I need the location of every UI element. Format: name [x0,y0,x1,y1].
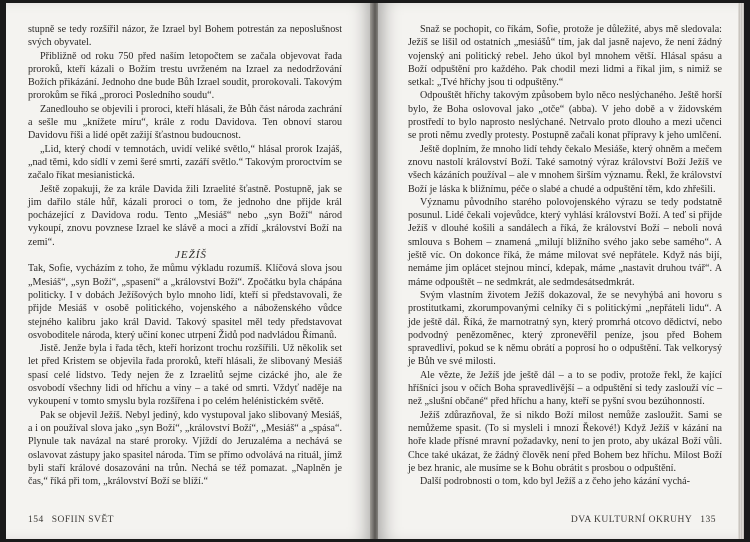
paragraph: Přibližně od roku 750 před naším letopočtem se začala objevovat řada proroků, kteří kázali o Božím trestu uvrženém na Izrael za nedodržování Božích přikázání. Jednoho dne bude Bůh Izrael soudit, prorokovali. Takovým prorokům se říká „proroci Posledního soudu“. [28,50,342,102]
paragraph: Ještě doplním, že mnoho lidí tehdy čekalo Mesiáše, který ohněm a mečem znovu nastolí království Boží. Také samotný výraz království Boží Ježíš ve všech kázáních používal – ale v mnohem širším významu. Řekl, že království Boží je láska k bližnímu, péče o slabé a chudé a odpuštění těm, kdo zhřešili. [408,143,722,195]
running-title: DVA KULTURNÍ OKRUHY [570,515,693,525]
paragraph: Ale vězte, že Ježíš jde ještě dál – a to se podiv, protože řekl, že kající hříšníci jsou v očích Boha spravedlivější – a odpuštění si tedy zaslouží víc – než „slušní občané“ před hříchu a hany, kteří se pyšní svou bezúhonností. [408,369,722,408]
paragraph: Snaž se pochopit, co říkám, Sofie, protože je důležité, abys mě sledovala: Ježíš se lišil od ostatních „mesiášů“ tím, jak dal jasně najevo, že není žádný vojenský ani politický rebel. Jeho úkol byl mnohem větší. Hlásal spásu a Boží odpuštění pro každého. Pak chodil mezi lidmi a říkal jim, s nimiž se setkal: „Tvé hříchy jsou ti odpuštěny.“ [408,24,722,89]
paragraph: Svým vlastním životem Ježíš dokazoval, že se nevyhýbá ani hovoru s prostitutkami, zkorumpovanými celníky či s politickými „nepřáteli lidu“. A jde ještě dál. Říká, že marnotratný syn, který promrhá otcovo dědictví, nebo podvodný penězoměnec, který zpronevěřil peníze, jsou před Bohem spravedliví, pokud se k němu obrátí a poprosí ho o odpuštění. Tak velkorysý je Bůh ve své milosti. [408,289,722,368]
page-number: 135 [700,515,716,525]
paragraph: Zanedlouho se objevili i proroci, kteří hlásali, že Bůh část národa zachrání a sešle mu „knížete míru“, krále z rodu Davidova. Ten obnoví starou Davidovu říši a lidé opět zažijí šťastnou budoucnost. [28,103,342,142]
open-book [6,3,744,539]
left-footer [28,515,114,525]
paragraph: Tak, Sofie, vycházím z toho, že můmu výkladu rozumíš. Klíčová slova jsou „Mesiáš“, „syn Boží“, „spasení“ a „království Boží“. Zpočátku byla chápána politicky. I v dobách Ježíšových bylo mnoho lidí, kteří si představovali, že přijde Mesiáš v osobě politického, vojenského a náboženského vůdce stejného kalibru jako král David. Takový spasitel měl tedy představovat osvoboditele národa, který učiní konec utrpení Židů pod nadvládou Římanů. [28,263,342,341]
right-page [378,3,744,539]
paragraph: Další podrobnosti o tom, kdo byl Ježíš a z čeho jeho kázání vychá- [420,476,690,488]
paragraph: Ježíš zdůrazňoval, že si nikdo Boží milost nemůže zasloužit. Sami se nemůžeme spasit. (To si mysleli i mnozí Řekové!) Když Ježíš v kázání na hoře klade přísné mravní požadavky, není to jen proto, aby ukázal Boží vůli. Chce také ukázat, že žádný člověk není před Bohem bez hříchu. Milost Boží je bez hranic, ale musíme se k Bohu obrátit s prosbou o odpuštění. [408,409,722,474]
page-edges [738,3,744,539]
running-title: SOFIIN SVĚT [51,515,114,525]
left-page-text [28,23,342,488]
right-page-text [408,23,722,488]
paragraph: Ještě zopakuji, že za krále Davida žili Izraelité šťastně. Postupně, jak se jim dařilo stále hůř, kázali proroci o tom, že jednoho dne přijde král pocházející z Davidova rodu. Tento „Mesiáš“ nebo „syn Boží“ národ vykoupí, znovu povznese Izrael ke slávě a moci a zřídí „království Boží na zemi“. [28,183,342,248]
page-number: 154 [28,515,44,525]
paragraph: Jistě. Jenže byla i řada těch, kteří horizont trochu rozšířili. Už několik set let před Kristem se objevila řada proroků, kteří hlásali, že slibovaný Mesiáš spasí celé lidstvo. Tedy nejen že z Izraelitů sejme cizácké jho, ale že osvobodí všechny lidi od hříchu a viny – a také od smrti. Vždyť naděje na vykoupení v tomto smyslu byla rozšířena i po celém helénistickém světě. [28,343,342,408]
left-page [6,3,372,539]
paragraph: Odpouštět hříchy takovým způsobem bylo něco neslýchaného. Ještě horší bylo, že Boha oslovoval jako „otče“ (abba). V jeho době a v židovském prostředí to bylo naprosto neslýchané. Netrvalo proto dlouho a mezi učenci se proti němu zvedly protesty. Postupně začali konat přípravy k jeho umlčení. [408,90,722,142]
paragraph: Významu původního starého polovojenského výrazu se tedy podstatně posunul. Lidé čekali vojevůdce, který vyhlásí království Boží. A teď si přijde Ježíš v dlouhé košili a sandálech a říká, že království Boží – neboli nová smlouva s Bohem – znamená „milují bližního svého jako sebe samého“. A ještě víc. On dokonce říká, že máme milovat své nepřátele. Když nás bijí, nemáme jim oplácet stejnou mincí, kdepak, máme „nastavit druhou tvář“. A máme odpouštět – ne sedmkrát, ale sedmdesátsedmkrát. [408,196,722,288]
paragraph: „Lid, který chodí v temnotách, uvidí veliké světlo,“ hlásal prorok Izajáš, „nad těmi, kdo sídlí v zemi šeré smrti, zazáří světlo.“ Takovým proroctvím se začalo říkat mesianistická. [28,143,342,182]
right-footer [571,515,716,525]
paragraph: stupně se tedy rozšířil názor, že Izrael byl Bohem potrestán za neposlušnost svých obyvatel. [28,24,342,49]
paragraph: Pak se objevil Ježíš. Nebyl jediný, kdo vystupoval jako slibovaný Mesiáš, a i on používal slova jako „syn Boží“, „království Boží“, „Mesiáš“ a „spása“. Plynule tak navázal na staré proroky. Vjíždí do Jeruzaléma a nechává se oslavovat zástupy jako spasitel národa. Tím se přímo odvolává na rituál, jímž byli staří králové dosazováni na trůn. Nechá se též pomazat. „Naplněn je čas,“ říká při tom, „království Boží se blíží.“ [28,409,342,488]
section-heading: JEŽÍŠ [175,249,207,262]
